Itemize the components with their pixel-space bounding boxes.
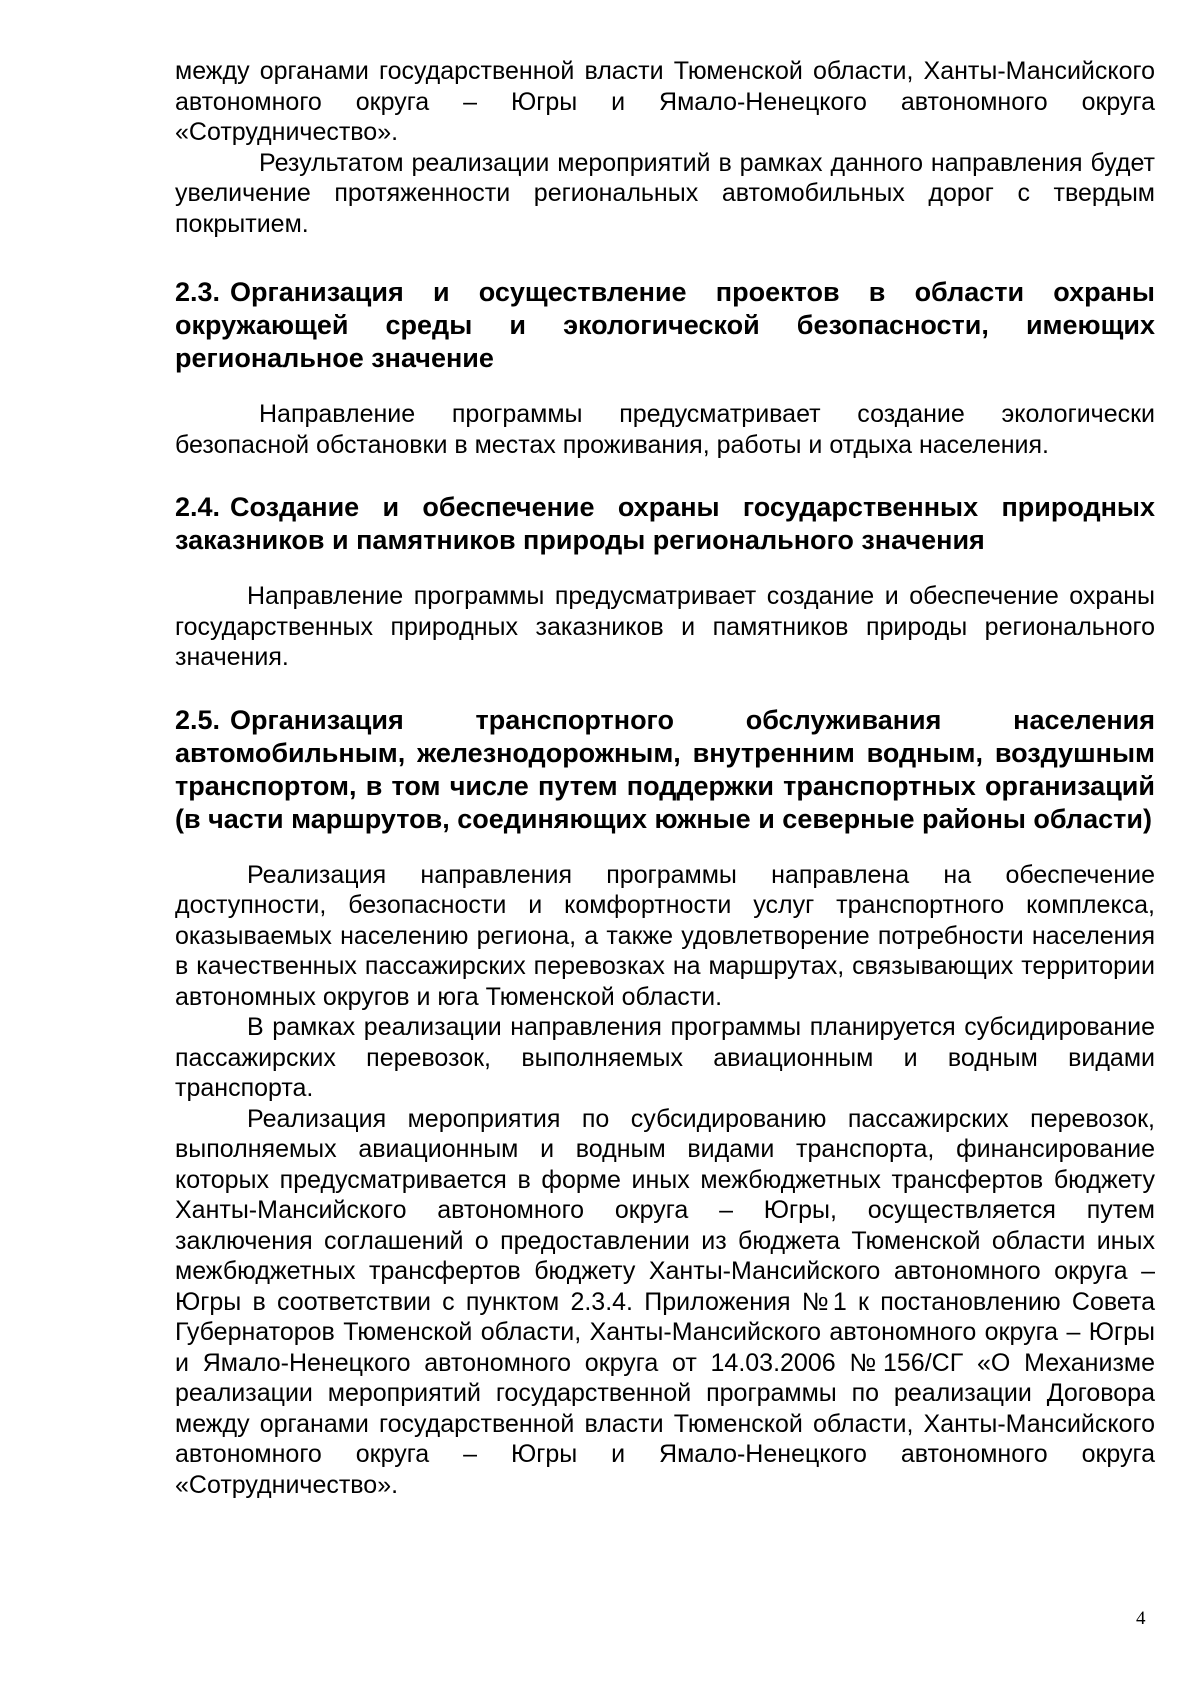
section-2-3-paragraph: Направление программы предусматривает создание экологически безопасной обстановки в местах проживания, работы и отдыха населения. (175, 400, 1155, 459)
section-2-5-paragraph-1: Реализация направления программы направлена на обеспечение доступности, безопасности и комфортности услуг транспортного комплекса, оказываемых населению региона, а также удовлетворение потребности населения в качественных пассажирских перевозках на маршрутах, связывающих территории автономных округов и юга Тюменской области. (175, 860, 1155, 1011)
section-number: 2.3. (175, 277, 221, 307)
section-title: Создание и обеспечение охраны государственных природных заказников и памятников природы регионального значения (175, 492, 1155, 555)
section-number: 2.5. (175, 704, 221, 735)
section-heading-2-3 (175, 276, 1155, 375)
section-heading-2-4 (175, 491, 1155, 557)
section-heading-2-5 (175, 704, 1155, 836)
section-title: Организация и осуществление проектов в области охраны окружающей среды и экологической безопасности, имеющих региональное значение (175, 277, 1155, 373)
page-number: 4 (1136, 1608, 1146, 1629)
section-number: 2.4. (175, 492, 221, 522)
section-title: Организация транспортного обслуживания населения автомобильным, железнодорожным, внутренним водным, воздушным транспортом, в том числе путем поддержки транспортных организаций (в части маршрутов, соединяющих южные и северные районы области) (175, 704, 1155, 834)
section-2-4-paragraph: Направление программы предусматривает создание и обеспечение охраны государственных природных заказников и памятников природы регионального значения. (175, 582, 1155, 671)
intro-paragraph-continued: между органами государственной власти Тюменской области, Ханты-Мансийского автономного округа – Югры и Ямало-Ненецкого автономного округа «Сотрудничество». (175, 57, 1155, 146)
section-2-5-paragraph-2: В рамках реализации направления программы планируется субсидирование пассажирских перевозок, выполняемых авиационным и водным видами транспорта. (175, 1013, 1155, 1102)
document-body (175, 56, 1155, 1500)
section-2-5-paragraph-3: Реализация мероприятия по субсидированию пассажирских перевозок, выполняемых авиационным и водным видами транспорта, финансирование которых предусматривается в форме иных межбюджетных трансфертов бюджету Ханты-Мансийского автономного округа – Югры, осуществляется путем заключения соглашений о предоставлении из бюджета Тюменской области иных межбюджетных трансфертов бюджету Ханты-Мансийского автономного округа – Югры в соответствии с пунктом 2.3.4. Приложения №1 к постановлению Совета Губернаторов Тюменской области, Ханты-Мансийского автономного округа – Югры и Ямало-Ненецкого автономного округа от 14.03.2006 №156/СГ «О Механизме реализации мероприятий государственной программы по реализации Договора между органами государственной власти Тюменской области, Ханты-Мансийского автономного округа – Югры и Ямало-Ненецкого автономного округа «Сотрудничество». (175, 1104, 1155, 1499)
intro-paragraph-result: Результатом реализации мероприятий в рамках данного направления будет увеличение протяженности региональных автомобильных дорог с твердым покрытием. (175, 148, 1155, 238)
